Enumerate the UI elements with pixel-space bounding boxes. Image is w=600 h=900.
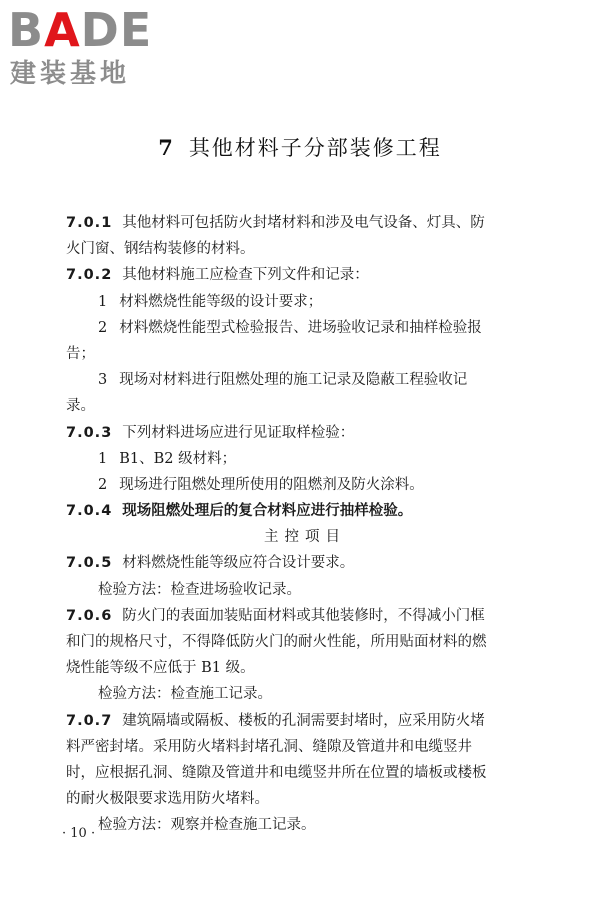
bade-logo [8,3,178,90]
line-text: 火门窗、钢结构装修的材料。 [66,241,255,258]
clause-number: 7.0.6 [66,607,113,624]
continuation-line [66,734,544,760]
line-text: 其他材料施工应检查下列文件和记录： [122,267,369,284]
line-text: 下列材料进场应进行见证取样检验： [122,424,355,441]
clause-number: 7.0.5 [66,555,113,572]
continuation-line [66,786,544,812]
logo-subtitle: 建装基地 [10,59,131,89]
line-text: 录。 [66,398,95,415]
clause-number: 7.0.3 [66,424,113,441]
line-text: 的耐火极限要求选用防火堵料。 [66,791,269,808]
clause-line [66,708,544,734]
list-item [66,446,544,472]
document-body [66,210,544,839]
inspection-method: 检验方法：观察并检查施工记录。 [98,817,316,834]
line-text: 烧性能等级不应低于 B1 级。 [66,660,255,677]
item-number: 3 [98,372,108,389]
chapter-number: 7 [158,135,175,160]
clause-line [66,550,544,576]
continuation-line [66,655,544,681]
list-item [66,472,544,498]
inspection-method: 检验方法：检查进场验收记录。 [98,581,301,598]
line-text: 现场阻燃处理后的复合材料应进行抽样检验。 [122,502,413,520]
clause-line [66,603,544,629]
line-text: 时，应根据孔洞、缝隙及管道井和电缆竖井所在位置的墙板或楼板 [66,764,487,781]
continuation-line [66,236,544,262]
clause-line [66,498,544,524]
continuation-line [66,629,544,655]
line-text: 现场对材料进行阻燃处理的施工记录及隐蔽工程验收记 [119,372,468,389]
clause-number: 7.0.7 [66,712,113,729]
continuation-line [66,760,544,786]
clause-line [66,420,544,446]
line-text: 建筑隔墙或隔板、楼板的孔洞需要封堵时，应采用防火堵 [122,712,485,729]
line-text: B1、B2 级材料； [119,450,237,467]
continuation-line [66,393,544,419]
list-item [66,367,544,393]
chapter-title [0,132,600,162]
clause-line [66,262,544,288]
continuation-line [66,341,544,367]
line-text: 告； [66,345,95,362]
clause-number: 7.0.4 [66,503,113,520]
chapter-title-text: 其他材料子分部装修工程 [188,136,442,160]
item-number: 2 [98,319,108,336]
inspection-method: 检验方法：检查施工记录。 [98,686,272,703]
line-text: 其他材料可包括防火封堵材料和涉及电气设备、灯具、防 [122,215,485,231]
line-text: 现场进行阻燃处理所使用的阻燃剂及防火涂料。 [119,476,424,493]
line-text: 材料燃烧性能等级的设计要求； [119,293,323,310]
line-text: 材料燃烧性能型式检验报告、进场验收记录和抽样检验报 [119,319,482,336]
line-text: 材料燃烧性能等级应符合设计要求。 [122,555,355,572]
line-text: 和门的规格尺寸，不得降低防火门的耐火性能，所用贴面材料的燃 [66,634,487,650]
item-number: 1 [98,293,108,310]
section-heading: 主控项目 [264,529,346,546]
line-text: 防火门的表面加装贴面材料或其他装修时，不得减小门框 [122,607,485,624]
clause-number: 7.0.2 [66,267,113,284]
line-text: 料严密封堵。采用防火堵料封堵孔洞、缝隙及管道井和电缆竖井 [66,738,472,755]
list-item [66,315,544,341]
item-number: 2 [98,476,108,493]
clause-line [66,210,544,236]
item-number: 1 [98,450,108,467]
list-item [66,289,544,315]
logo-wordmark: BADE [8,3,153,57]
clause-number: 7.0.1 [66,215,113,231]
page-number: · 10 · [62,826,96,841]
